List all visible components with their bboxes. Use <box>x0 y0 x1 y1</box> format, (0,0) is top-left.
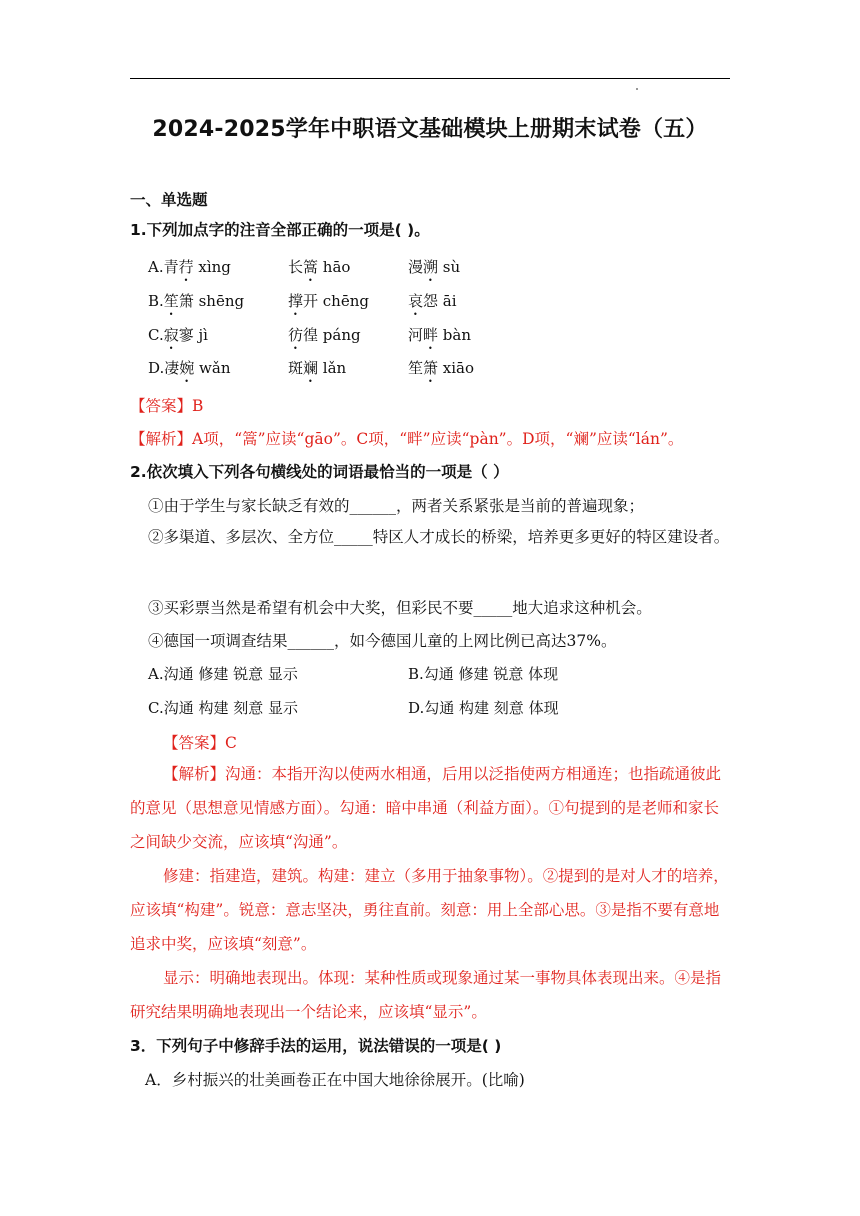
q3-stem: 3．下列句子中修辞手法的运用，说法错误的一项是( ) <box>130 1037 502 1055</box>
q2-answer-tag: 【答案】 <box>163 734 226 752</box>
dotted-character: 撑 <box>288 292 304 310</box>
q1-option-d-3 <box>408 357 474 386</box>
q1-answer-tag: 【答案】 <box>130 397 193 415</box>
dotted-character: 彷 <box>288 326 304 344</box>
q2-analysis-p2: 修建：指建造，建筑。构建：建立（多用于抽象事物）。②提到的是对人才的培养，应该填“构建”。锐意：意志坚决，勇往直前。刻意：用上全部心思。③是指不要有意地追求中奖，应该填“刻意”。 <box>130 867 729 953</box>
q1-option-b-2 <box>288 290 369 319</box>
q2-sentence-2: ②多渠道、多层次、全方位_____特区人才成长的桥梁，培养更多更好的特区建设者。 <box>148 528 730 546</box>
option-suffix: 怨 āi <box>423 292 457 310</box>
dotted-character: 斓 <box>303 359 319 377</box>
q2-sentence-1: ①由于学生与家长缺乏有效的______，两者关系紧张是当前的普遍现象； <box>148 497 645 515</box>
option-suffix: wǎn <box>194 359 231 377</box>
option-suffix: xiāo <box>438 359 475 377</box>
option-prefix: 笙 <box>408 359 424 377</box>
option-suffix: bàn <box>438 326 472 344</box>
option-prefix: A.青 <box>148 258 179 276</box>
option-prefix: 斑 <box>288 359 304 377</box>
q1-option-a-1 <box>148 256 231 285</box>
q2-option-a: A.沟通 修建 锐意 显示 <box>148 665 298 683</box>
header-dot <box>636 88 638 90</box>
q1-analysis-tag: 【解析】 <box>130 430 193 448</box>
option-suffix: 寥 jì <box>178 326 208 344</box>
q3-option-a: A．乡村振兴的壮美画卷正在中国大地徐徐展开。(比喻) <box>145 1071 525 1089</box>
q2-option-d: D.勾通 构建 刻意 体现 <box>408 699 559 717</box>
option-prefix: C. <box>148 326 164 344</box>
dotted-character: 哀 <box>408 292 424 310</box>
option-prefix: 漫 <box>408 258 424 276</box>
option-suffix: 徨 páng <box>303 326 361 344</box>
dotted-character: 荇 <box>178 258 194 276</box>
dotted-character: 笙 <box>163 292 179 310</box>
q1-option-b-3 <box>408 290 457 319</box>
q1-option-b-1 <box>148 290 244 319</box>
q1-option-a-2 <box>288 256 350 285</box>
dotted-character: 婉 <box>179 359 195 377</box>
q2-analysis-tag: 【解析】 <box>163 765 226 783</box>
q2-option-b: B.勾通 修建 锐意 体现 <box>408 665 559 683</box>
q2-option-c: C.沟通 构建 刻意 显示 <box>148 699 299 717</box>
q1-option-d-1 <box>148 357 231 386</box>
q2-analysis-p3: 显示：明确地表现出。体现：某种性质或现象通过某一事物具体表现出来。④是指研究结果明确地表现出一个结论来，应该填“显示”。 <box>130 969 722 1021</box>
q1-answer-value: B <box>192 397 204 415</box>
option-prefix: B. <box>148 292 164 310</box>
q2-analysis-p1 <box>130 757 730 859</box>
q1-stem: 1.下列加点字的注音全部正确的一项是( )。 <box>130 221 430 239</box>
q1-option-c-2 <box>288 324 361 353</box>
q2-stem: 2.依次填入下列各句横线处的词语最恰当的一项是（ ） <box>130 463 509 481</box>
dotted-character: 篙 <box>303 258 319 276</box>
option-prefix: 长 <box>288 258 304 276</box>
dotted-character: 箫 <box>423 359 439 377</box>
dotted-character: 寂 <box>163 326 179 344</box>
q1-option-c-1 <box>148 324 208 353</box>
option-suffix: lǎn <box>318 359 347 377</box>
dotted-character: 溯 <box>423 258 439 276</box>
q2-answer-value: C <box>225 734 237 752</box>
option-suffix: 箫 shēng <box>178 292 245 310</box>
option-suffix: xìng <box>193 258 231 276</box>
section-heading: 一、单选题 <box>130 191 208 209</box>
option-suffix: sù <box>438 258 461 276</box>
page-title: 2024-2025学年中职语文基础模块上册期末试卷（五） <box>152 117 708 142</box>
dotted-character: 畔 <box>423 326 439 344</box>
q1-option-a-3 <box>408 256 460 285</box>
q2-sentence-4: ④德国一项调查结果______，如今德国儿童的上网比例已高达37%。 <box>148 632 617 650</box>
q1-analysis-text: A项，“篙”应读“gāo”。C项，“畔”应读“pàn”。D项，“斓”应读“lán”。 <box>192 430 684 448</box>
q1-analysis <box>130 427 683 449</box>
q2-answer <box>163 731 237 753</box>
option-prefix: 河 <box>408 326 424 344</box>
q2-analysis-p1-text: 沟通：本指开沟以使两水相通，后用以泛指使两方相通连；也指疏通彼此的意见（思想意见情感方面）。勾通：暗中串通（利益方面）。①句提到的是老师和家长之间缺少交流，应该填“沟通”。 <box>130 765 722 851</box>
option-suffix: hāo <box>318 258 351 276</box>
q1-option-d-2 <box>288 357 346 386</box>
header-rule <box>130 78 730 79</box>
option-prefix: D.凄 <box>148 359 180 377</box>
q1-answer <box>130 394 203 416</box>
q2-sentence-3: ③买彩票当然是希望有机会中大奖，但彩民不要_____地大追求这种机会。 <box>148 599 652 617</box>
q1-option-c-3 <box>408 324 471 353</box>
option-suffix: 开 chēng <box>303 292 369 310</box>
